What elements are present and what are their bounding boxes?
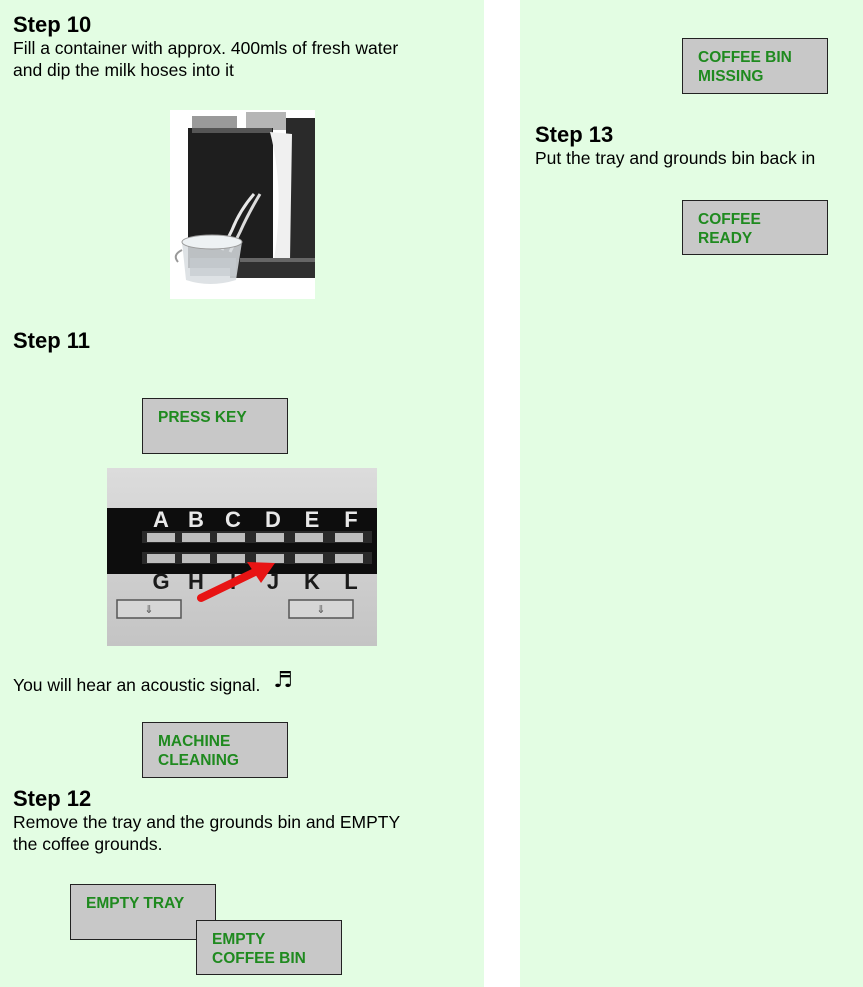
coffee-machine-illustration (170, 110, 315, 299)
key-label-a: A (153, 507, 169, 532)
display-coffee-ready (682, 200, 828, 255)
step-10-heading: Step 10 (13, 12, 92, 37)
display-coffee-ready-line2: READY (698, 230, 753, 247)
music-note-icon: ♬ (273, 668, 294, 693)
key-label-h: H (188, 569, 204, 594)
svg-text:⇓: ⇓ (144, 603, 154, 616)
key-label-e: E (304, 507, 320, 532)
coffee-machine-photo (170, 110, 315, 299)
display-coffee-bin-missing-line1: COFFEE BIN (698, 49, 792, 66)
svg-text:⇓: ⇓ (316, 603, 326, 616)
display-empty-coffee-bin (196, 920, 342, 975)
display-machine-cleaning (142, 722, 288, 778)
display-machine-cleaning-line2: CLEANING (158, 752, 239, 769)
key-label-k: K (304, 569, 320, 594)
step-12 (13, 787, 478, 855)
key-label-g: G (152, 569, 170, 594)
step-12-heading: Step 12 (13, 786, 92, 811)
key-label-j: J (266, 569, 280, 594)
step-13-heading: Step 13 (535, 122, 614, 147)
display-coffee-ready-line1: COFFEE (698, 211, 761, 228)
display-machine-cleaning-line1: MACHINE (158, 733, 231, 750)
display-coffee-bin-missing-line2: MISSING (698, 68, 764, 85)
display-empty-tray-line1: EMPTY TRAY (86, 895, 185, 912)
display-empty-coffee-bin-line2: COFFEE BIN (212, 950, 306, 967)
step-13-text: Put the tray and grounds bin back in (535, 148, 816, 168)
key-label-l: L (344, 569, 358, 594)
step-12-text-line2: the coffee grounds. (13, 834, 163, 854)
step-13 (535, 123, 861, 169)
key-label-b: B (188, 507, 204, 532)
keypad-photo (107, 468, 377, 646)
step-10-text-line1: Fill a container with approx. 400mls of fresh water (13, 38, 399, 58)
key-label-f: F (344, 507, 358, 532)
step-12-text-line1: Remove the tray and the grounds bin and EMPTY (13, 812, 401, 832)
display-empty-tray (70, 884, 216, 940)
key-label-c: C (225, 507, 241, 532)
display-coffee-bin-missing (682, 38, 828, 94)
acoustic-signal-line (13, 668, 413, 696)
step-10-text-line2: and dip the milk hoses into it (13, 60, 234, 80)
step-11-heading: Step 11 (13, 328, 91, 353)
step-10 (13, 13, 478, 81)
acoustic-signal-text: You will hear an acoustic signal. (13, 675, 261, 695)
display-empty-coffee-bin-line1: EMPTY (212, 931, 266, 948)
keypad-panel (107, 468, 377, 646)
display-press-key-line1: PRESS KEY (158, 409, 247, 426)
display-press-key (142, 398, 288, 454)
key-label-d: D (265, 507, 281, 532)
